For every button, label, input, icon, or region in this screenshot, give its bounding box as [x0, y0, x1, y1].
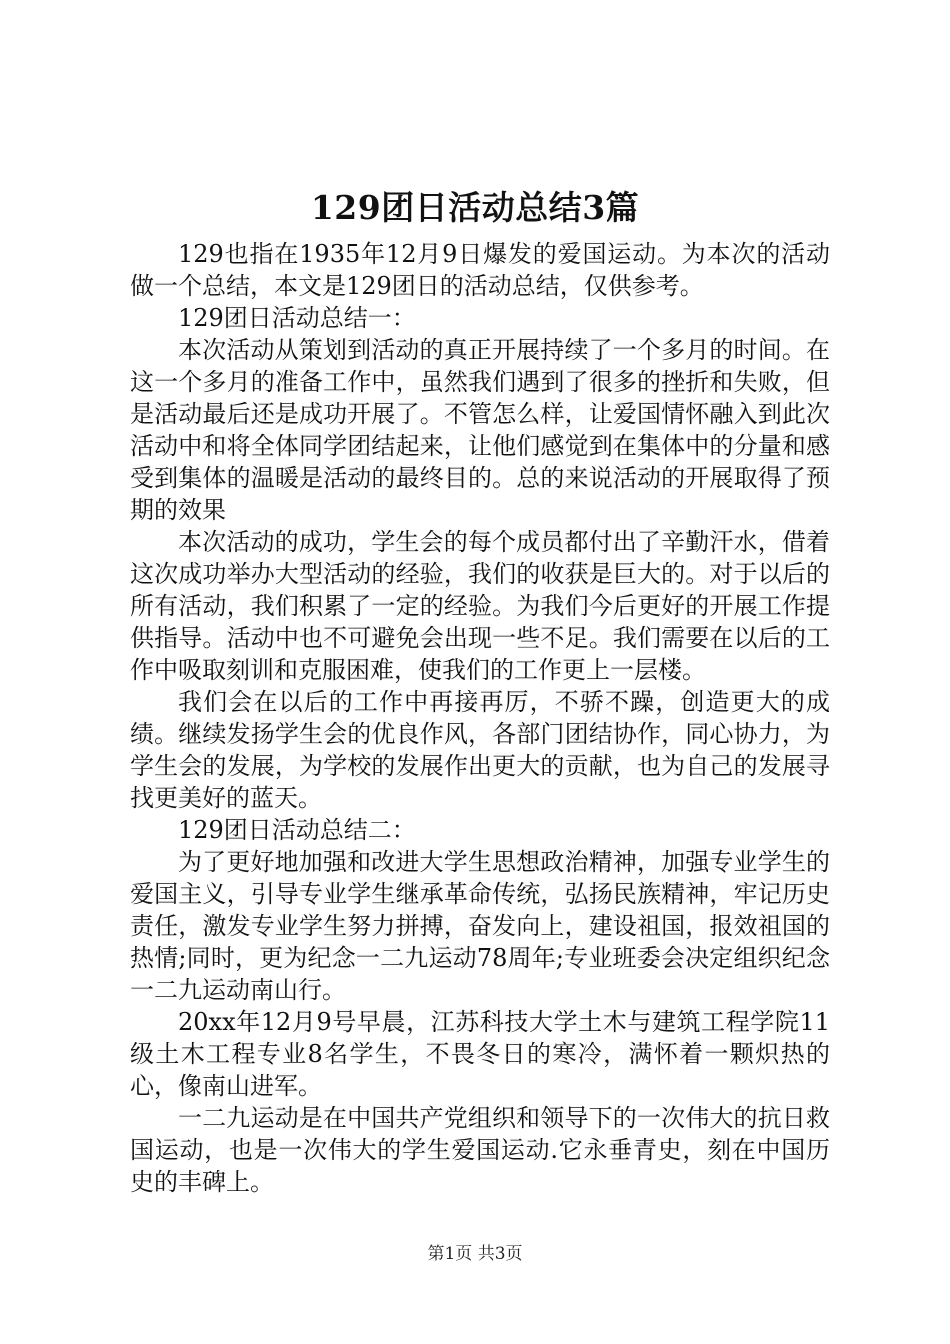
document-body — [130, 238, 830, 1198]
paragraph: 本次活动从策划到活动的真正开展持续了一个多月的时间。在这一个多月的准备工作中，虽然我们遇到了很多的挫折和失败，但是活动最后还是成功开展了。不管怎么样，让爱国情怀融入到此次活动中和将全体同学团结起来，让他们感觉到在集体中的分量和感受到集体的温暖是活动的最终目的。总的来说活动的开展取得了预期的效果 — [130, 336, 830, 524]
paragraph: 为了更好地加强和改进大学生思想政治精神，加强专业学生的爱国主义，引导专业学生继承革命传统，弘扬民族精神，牢记历史责任，激发专业学生努力拼搏，奋发向上，建设祖国，报效祖国的热情;同时，更为纪念一二九运动78周年;专业班委会决定组织纪念一二九运动南山行。 — [130, 848, 830, 1004]
document-title: 129团日活动总结3篇 — [310, 188, 640, 227]
page-number-footer: 第1页 共3页 — [427, 1244, 523, 1264]
section-heading-two: 129团日活动总结二： — [178, 816, 416, 844]
section-heading-one: 129团日活动总结一： — [178, 304, 416, 332]
paragraph-intro: 129也指在1935年12月9日爆发的爱国运动。为本次的活动做一个总结，本文是129团日的活动总结，仅供参考。 — [130, 240, 830, 300]
paragraph: 20xx年12月9号早晨，江苏科技大学土木与建筑工程学院11级土木工程专业8名学生，不畏冬日的寒冷，满怀着一颗炽热的心，像南山进军。 — [130, 1008, 830, 1100]
paragraph: 我们会在以后的工作中再接再厉，不骄不躁，创造更大的成绩。继续发扬学生会的优良作风，各部门团结协作，同心协力，为学生会的发展，为学校的发展作出更大的贡献，也为自己的发展寻找更美好的蓝天。 — [130, 688, 830, 812]
paragraph: 本次活动的成功，学生会的每个成员都付出了辛勤汗水，借着这次成功举办大型活动的经验，我们的收获是巨大的。对于以后的所有活动，我们积累了一定的经验。为我们今后更好的开展工作提供指导。活动中也不可避免会出现一些不足。我们需要在以后的工作中吸取刻训和克服困难，使我们的工作更上一层楼。 — [130, 528, 830, 684]
paragraph: 一二九运动是在中国共产党组织和领导下的一次伟大的抗日救国运动，也是一次伟大的学生爱国运动.它永垂青史，刻在中国历史的丰碑上。 — [130, 1104, 830, 1196]
